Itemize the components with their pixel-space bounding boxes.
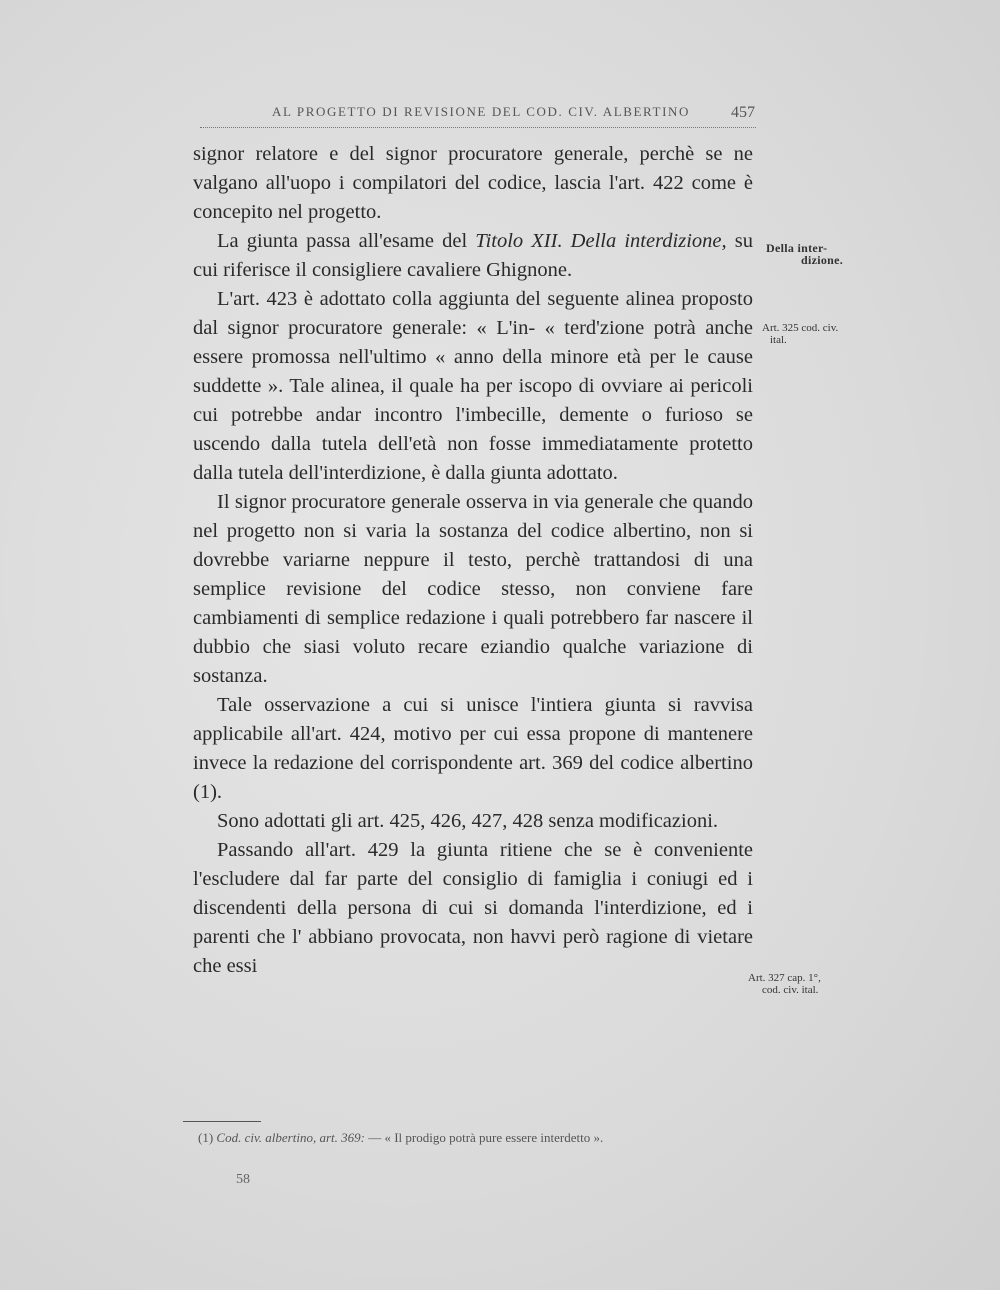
paragraph-text: su cui riferisce il consigliere cavaliere Ghignone. xyxy=(193,230,753,281)
paragraph: Tale osservazione a cui si unisce l'intiera giunta si ravvisa applicabile all'art. 424, motivo per cui essa propone di mantenere invece la redazione del corrispondente art. 369 del codice albertino (1). xyxy=(193,694,753,803)
margin-note-article xyxy=(762,322,838,346)
footnote-source: Cod. civ. albertino, art. 369: xyxy=(216,1130,365,1145)
margin-note-article xyxy=(748,972,821,996)
footnote-marker: (1) xyxy=(198,1130,214,1145)
paragraph-text: La giunta passa all'esame del xyxy=(217,230,476,252)
printer-signature: 58 xyxy=(236,1172,250,1187)
paragraph: L'art. 423 è adottato colla aggiunta del seguente alinea proposto dal signor procuratore generale: « L'in- « terd'zione potrà anche essere promossa nell'ultimo « anno della minore età per le cause suddette ». Tale alinea, il quale ha per iscopo di ovviare ai pericoli cui potrebbe andar incontro l'imbecille, demente o furioso se uscendo dalla tutela dell'età non fosse immediatamente protetto dalla tutela dell'interdizione, è dalla giunta adottato. xyxy=(193,288,753,484)
margin-note-line: Della inter- xyxy=(766,241,828,255)
section-title: Titolo XII. Della interdizione, xyxy=(475,230,727,252)
footnote-rule xyxy=(183,1121,261,1122)
margin-note-line: cod. civ. ital. xyxy=(762,984,819,996)
margin-note-line: dizione. xyxy=(801,253,844,267)
margin-note-line: Art. 327 cap. 1°, xyxy=(748,972,821,984)
body-text xyxy=(193,140,753,981)
paragraph: signor relatore e del signor procuratore generale, perchè se ne valgano all'uopo i compilatori del codice, lascia l'art. 422 come è concepito nel progetto. xyxy=(193,143,753,223)
footnote-text: — « Il prodigo potrà pure essere interdetto ». xyxy=(364,1130,604,1145)
paragraph: Sono adottati gli art. 425, 426, 427, 428 senza modificazioni. xyxy=(217,810,719,832)
footnote xyxy=(180,1128,740,1147)
paragraph: Il signor procuratore generale osserva in via generale che quando nel progetto non si varia la sostanza del codice albertino, non si dovrebbe variarne neppure il testo, perchè trattandosi di una semplice revisione del codice stesso, non conviene fare cambiamenti di semplice redazione i quali potrebbero far nascere il dubbio che siasi voluto recare eziandio qualche variazione di sostanza. xyxy=(193,491,753,687)
running-head-title: AL PROGETTO DI REVISIONE DEL COD. CIV. ALBERTINO xyxy=(272,104,690,119)
paragraph: Passando all'art. 429 la giunta ritiene che se è conveniente l'escludere dal far parte del consiglio di famiglia i coniugi ed i discendenti della persona di cui si domanda l'interdizione, ed i parenti che l' abbiano provocata, non havvi però ragione di vietare che essi xyxy=(193,839,753,977)
margin-note-section xyxy=(766,242,843,266)
page-number: 457 xyxy=(731,104,755,121)
margin-note-line: Art. 325 cod. civ. xyxy=(762,322,839,334)
header-rule xyxy=(200,127,756,128)
paragraph xyxy=(193,227,753,285)
margin-note-line: ital. xyxy=(770,334,787,346)
